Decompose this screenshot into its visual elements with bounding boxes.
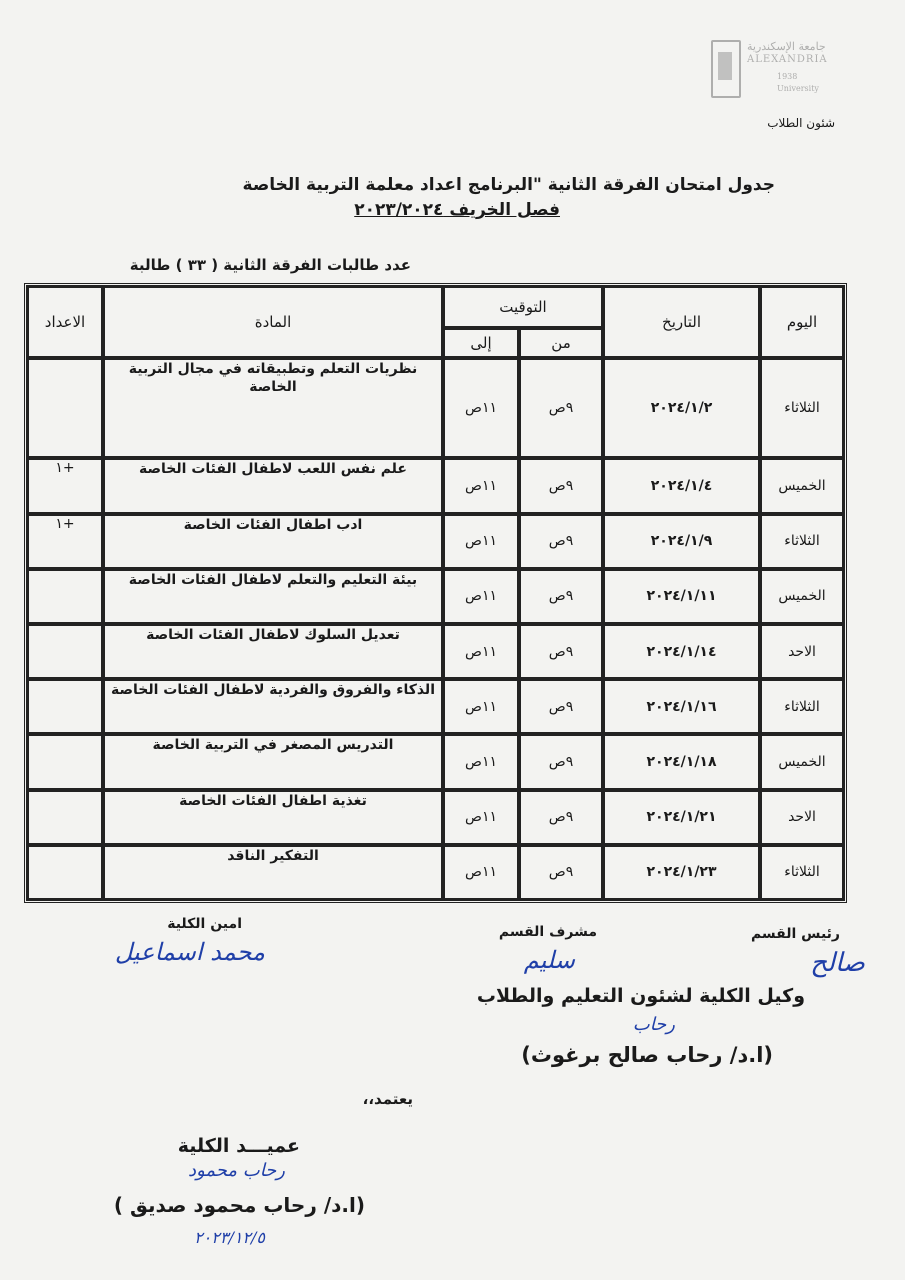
secretary-signature: محمد اسماعيل: [114, 938, 265, 966]
page-title: جدول امتحان الفرقة الثانية "البرنامج اعداد معلمة التربية الخاصة: [242, 175, 775, 195]
row-prep: [27, 845, 103, 900]
row-date: ٢٠٢٤/١/٢: [603, 358, 760, 458]
vice-dean-signature: رحاب: [632, 1014, 675, 1035]
row-subject: ادب اطفال الفئات الخاصة: [103, 514, 443, 569]
shield-icon: [711, 40, 741, 98]
department-label: شئون الطلاب: [767, 116, 835, 130]
row-from: ٩ص: [519, 358, 603, 458]
logo-university: University: [777, 84, 819, 93]
approved-label: يعتمد،،: [362, 1090, 413, 1108]
table-row: [27, 569, 844, 624]
row-date: ٢٠٢٤/١/١٦: [603, 679, 760, 734]
row-from: ٩ص: [519, 734, 603, 789]
table-row: [27, 624, 844, 679]
dean-title: عميـــد الكلية: [177, 1135, 300, 1157]
row-prep: +١: [27, 514, 103, 569]
table-row: [27, 790, 844, 845]
row-to: ١١ص: [443, 569, 519, 624]
header-prep: الاعداد: [27, 286, 103, 358]
header-to: إلى: [443, 328, 519, 358]
secretary-label: امين الكلية: [167, 916, 242, 932]
row-day: الخميس: [760, 458, 844, 513]
row-date: ٢٠٢٤/١/٢١: [603, 790, 760, 845]
row-prep: [27, 624, 103, 679]
row-day: الخميس: [760, 569, 844, 624]
row-to: ١١ص: [443, 845, 519, 900]
table-row: [27, 679, 844, 734]
row-to: ١١ص: [443, 679, 519, 734]
dept-head-signature: صالح: [810, 948, 865, 978]
row-date: ٢٠٢٤/١/١٨: [603, 734, 760, 789]
row-to: ١١ص: [443, 514, 519, 569]
row-to: ١١ص: [443, 458, 519, 513]
row-from: ٩ص: [519, 845, 603, 900]
header-from: من: [519, 328, 603, 358]
vice-dean-title: وكيل الكلية لشئون التعليم والطلاب: [476, 985, 805, 1007]
row-day: الثلاثاء: [760, 358, 844, 458]
row-from: ٩ص: [519, 514, 603, 569]
row-subject: علم نفس اللعب لاطفال الفئات الخاصة: [103, 458, 443, 513]
row-to: ١١ص: [443, 790, 519, 845]
row-from: ٩ص: [519, 624, 603, 679]
row-day: الخميس: [760, 734, 844, 789]
row-subject: نظريات التعلم وتطبيقاته في مجال التربية الخاصة: [103, 358, 443, 458]
row-to: ١١ص: [443, 358, 519, 458]
student-count: عدد طالبات الفرقة الثانية ( ٣٣ ) طالبة: [129, 256, 411, 274]
row-to: ١١ص: [443, 734, 519, 789]
dean-signature: رحاب محمود: [188, 1160, 285, 1181]
table-row: [27, 514, 844, 569]
row-from: ٩ص: [519, 458, 603, 513]
row-prep: [27, 790, 103, 845]
header-subject: المادة: [103, 286, 443, 358]
row-from: ٩ص: [519, 790, 603, 845]
dean-name: (ا.د/ رحاب محمود صديق ): [113, 1193, 365, 1217]
university-logo: [707, 38, 857, 108]
row-day: الثلاثاء: [760, 679, 844, 734]
row-prep: [27, 358, 103, 458]
row-date: ٢٠٢٤/١/٤: [603, 458, 760, 513]
row-date: ٢٠٢٤/١/١٤: [603, 624, 760, 679]
table-row: [27, 845, 844, 900]
exam-schedule-table: [24, 283, 847, 903]
table-row: [27, 458, 844, 513]
header-date: التاريخ: [603, 286, 760, 358]
semester-title: فصل الخريف ٢٠٢٣/٢٠٢٤: [354, 200, 560, 220]
row-date: ٢٠٢٤/١/٩: [603, 514, 760, 569]
row-day: الاحد: [760, 790, 844, 845]
table-row: [27, 358, 844, 458]
logo-year: 1938: [777, 72, 798, 81]
row-prep: [27, 679, 103, 734]
supervisor-signature: سليم: [523, 946, 575, 974]
vice-dean-name: (ا.د/ رحاب صالح برغوث): [521, 1043, 773, 1067]
row-subject: بيئة التعليم والتعلم لاطفال الفئات الخاصة: [103, 569, 443, 624]
row-date: ٢٠٢٤/١/١١: [603, 569, 760, 624]
logo-arabic: جامعة الإسكندرية: [747, 40, 826, 53]
row-prep: [27, 569, 103, 624]
row-from: ٩ص: [519, 679, 603, 734]
row-date: ٢٠٢٤/١/٢٣: [603, 845, 760, 900]
row-to: ١١ص: [443, 624, 519, 679]
header-day: اليوم: [760, 286, 844, 358]
row-subject: التدريس المصغر في التربية الخاصة: [103, 734, 443, 789]
row-day: الاحد: [760, 624, 844, 679]
row-day: الثلاثاء: [760, 514, 844, 569]
row-subject: التفكير الناقد: [103, 845, 443, 900]
dept-head-label: رئيس القسم: [750, 926, 840, 942]
dean-date: ٢٠٢٣/١٢/٥: [194, 1228, 265, 1247]
supervisor-label: مشرف القسم: [498, 924, 597, 940]
logo-english: ALEXANDRIA: [747, 54, 828, 65]
table-row: [27, 734, 844, 789]
row-subject: الذكاء والفروق والفردية لاطفال الفئات الخاصة: [103, 679, 443, 734]
row-subject: تغذية اطفال الفئات الخاصة: [103, 790, 443, 845]
row-prep: +١: [27, 458, 103, 513]
row-from: ٩ص: [519, 569, 603, 624]
row-prep: [27, 734, 103, 789]
header-timing: التوقيت: [443, 286, 603, 328]
row-subject: تعديل السلوك لاطفال الفئات الخاصة: [103, 624, 443, 679]
row-day: الثلاثاء: [760, 845, 844, 900]
